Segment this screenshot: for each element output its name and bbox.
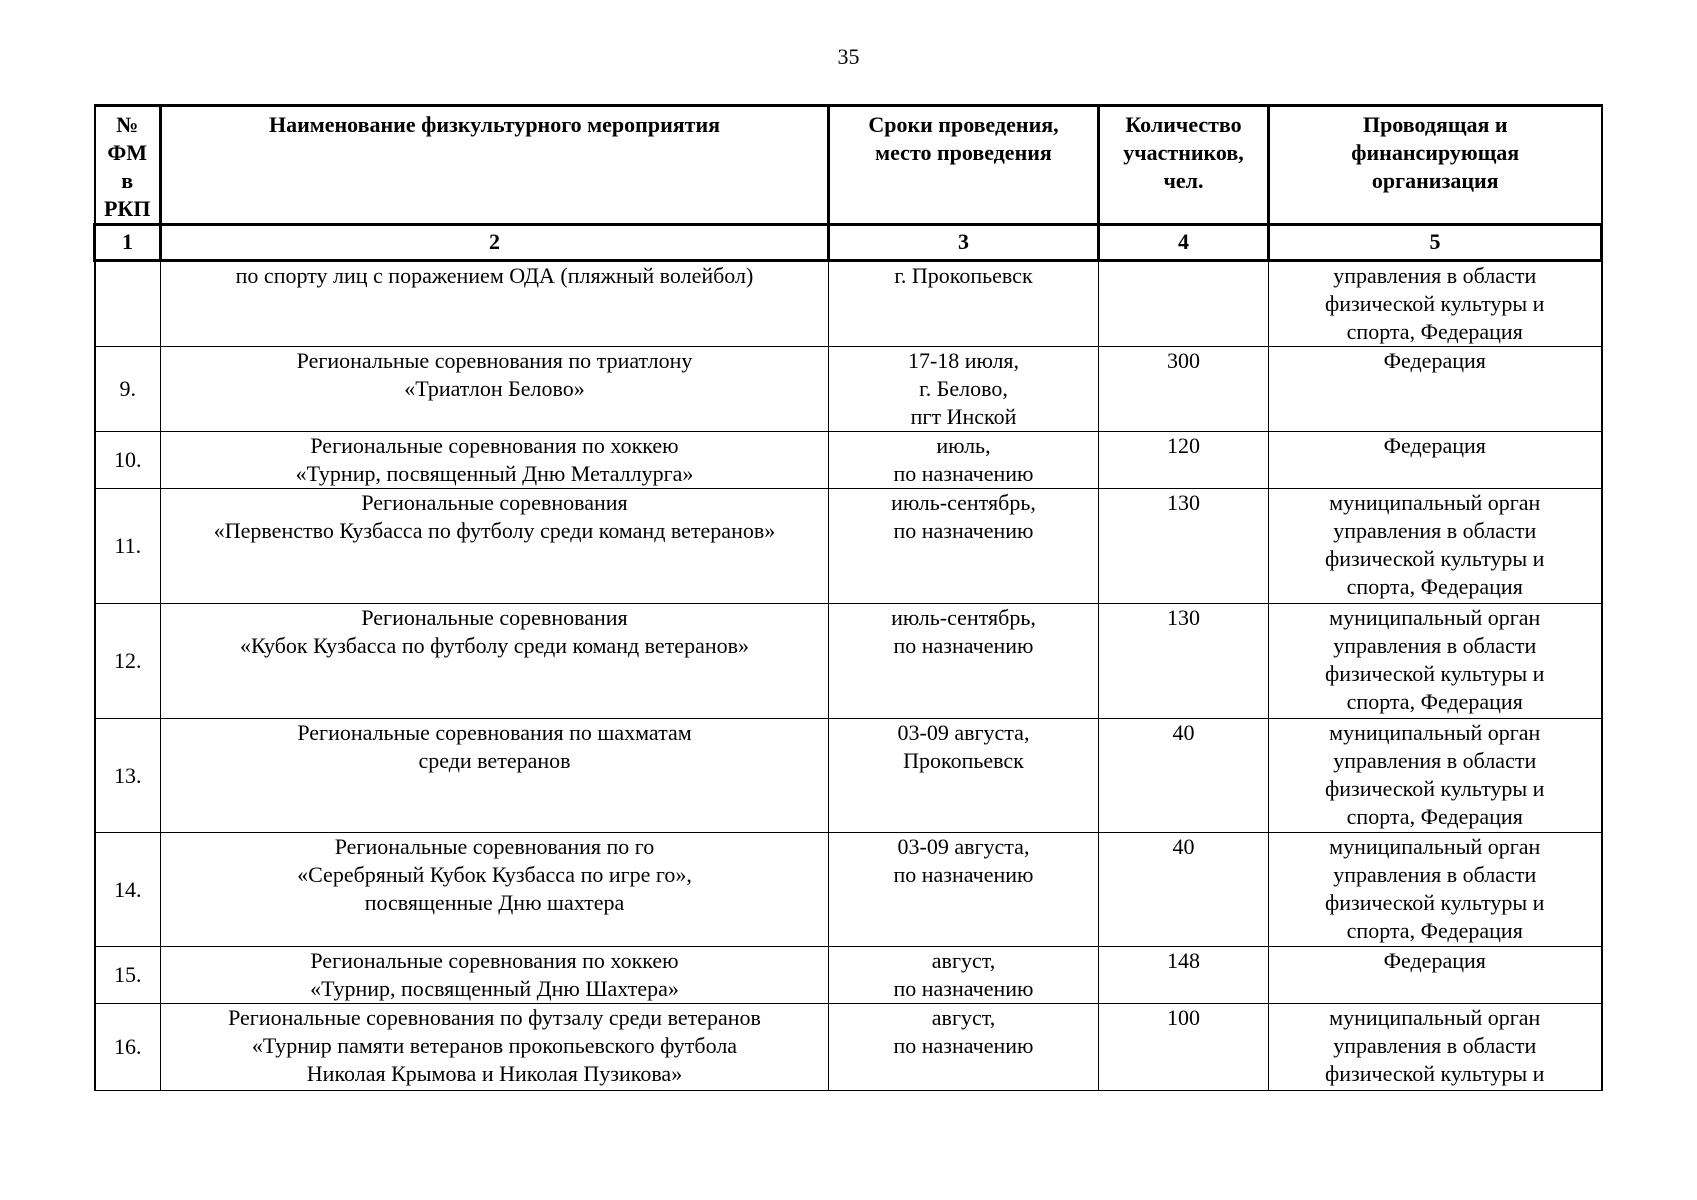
organizer-line: физической культуры и xyxy=(1325,291,1545,316)
event-name xyxy=(161,947,829,1004)
column-number: 2 xyxy=(161,225,829,261)
event-name-line: Региональные соревнования xyxy=(361,605,628,630)
header-name xyxy=(161,106,829,225)
event-name-line: Региональные соревнования по шахматам xyxy=(297,720,692,745)
event-dates xyxy=(829,719,1099,833)
organizer xyxy=(1269,489,1602,604)
organizer-line: управления в области xyxy=(1333,518,1537,543)
row-number: 13. xyxy=(95,719,161,833)
header-line: ФМ xyxy=(107,140,148,165)
event-dates-line: июль-сентябрь, xyxy=(891,490,1036,515)
row-number: 14. xyxy=(95,833,161,947)
event-dates xyxy=(829,432,1099,489)
table-row xyxy=(95,604,1602,719)
event-name xyxy=(161,604,829,719)
column-number: 3 xyxy=(829,225,1099,261)
event-dates xyxy=(829,604,1099,719)
header-line: место проведения xyxy=(875,140,1052,165)
event-dates-line: г. Белово, xyxy=(919,376,1008,401)
event-dates-line: пгт Инской xyxy=(910,404,1017,429)
table-row xyxy=(95,261,1602,347)
event-dates-line: по назначению xyxy=(893,1033,1034,1058)
event-dates-line: по назначению xyxy=(893,862,1034,887)
participants-count xyxy=(1099,261,1269,347)
organizer-line: управления в области xyxy=(1333,633,1537,658)
table-row xyxy=(95,1004,1602,1091)
header-line: Проводящая и xyxy=(1362,112,1508,137)
header-line: финансирующая xyxy=(1351,140,1520,165)
participants-count: 148 xyxy=(1099,947,1269,1004)
organizer-line: физической культуры и xyxy=(1325,546,1545,571)
row-number: 16. xyxy=(95,1004,161,1091)
header-line: Наименование физкультурного мероприятия xyxy=(268,112,721,137)
event-dates-line: 03-09 августа, xyxy=(897,720,1030,745)
organizer-line: Федерация xyxy=(1383,948,1486,973)
header-org xyxy=(1269,106,1602,225)
table-row xyxy=(95,489,1602,604)
organizer-line: муниципальный орган xyxy=(1329,1005,1541,1030)
organizer-line: спорта, Федерация xyxy=(1346,319,1523,344)
table-header-row xyxy=(95,106,1602,225)
organizer-line: управления в области xyxy=(1333,1033,1537,1058)
event-name-line: среди ветеранов xyxy=(418,748,571,773)
row-number: 11. xyxy=(95,489,161,604)
column-number: 5 xyxy=(1269,225,1602,261)
header-line: участников, xyxy=(1123,140,1244,165)
organizer-line: спорта, Федерация xyxy=(1346,918,1523,943)
organizer-line: управления в области xyxy=(1333,263,1537,288)
event-name xyxy=(161,489,829,604)
event-name-line: Региональные соревнования по футзалу среди ветеранов xyxy=(228,1005,761,1030)
organizer xyxy=(1269,1004,1602,1091)
event-dates xyxy=(829,947,1099,1004)
event-name-line: «Турнир, посвященный Дню Шахтера» xyxy=(310,976,679,1001)
participants-count: 40 xyxy=(1099,833,1269,947)
row-number: 12. xyxy=(95,604,161,719)
table-row xyxy=(95,347,1602,432)
header-line: в xyxy=(121,168,134,193)
column-number: 4 xyxy=(1099,225,1269,261)
row-number xyxy=(95,261,161,347)
column-number: 1 xyxy=(95,225,161,261)
organizer-line: спорта, Федерация xyxy=(1346,689,1523,714)
participants-count: 120 xyxy=(1099,432,1269,489)
row-number: 9. xyxy=(95,347,161,432)
header-line: Количество xyxy=(1125,112,1242,137)
event-dates-line: 03-09 августа, xyxy=(897,834,1030,859)
event-name-line: посвященные Дню шахтера xyxy=(364,890,625,915)
event-dates-line: 17-18 июля, xyxy=(907,348,1020,373)
event-dates xyxy=(829,489,1099,604)
header-dates xyxy=(829,106,1099,225)
participants-count: 130 xyxy=(1099,604,1269,719)
participants-count: 300 xyxy=(1099,347,1269,432)
organizer xyxy=(1269,261,1602,347)
event-dates-line: по назначению xyxy=(893,976,1034,1001)
participants-count: 40 xyxy=(1099,719,1269,833)
table-row xyxy=(95,947,1602,1004)
event-dates xyxy=(829,833,1099,947)
event-dates-line: Прокопьевск xyxy=(903,748,1024,773)
event-dates-line: июль-сентябрь, xyxy=(891,605,1036,630)
event-name-line: «Турнир, посвященный Дню Металлурга» xyxy=(295,461,694,486)
table-row xyxy=(95,719,1602,833)
header-line: организация xyxy=(1371,168,1499,193)
organizer-line: муниципальный орган xyxy=(1329,834,1541,859)
organizer xyxy=(1269,347,1602,432)
event-dates-line: июль, xyxy=(936,433,991,458)
organizer xyxy=(1269,432,1602,489)
event-name-line: Николая Крымова и Николая Пузикова» xyxy=(306,1061,683,1086)
events-table xyxy=(93,104,1603,1091)
event-name-line: «Первенство Кузбасса по футболу среди команд ветеранов» xyxy=(213,518,776,543)
organizer-line: физической культуры и xyxy=(1325,661,1545,686)
event-dates-line: по назначению xyxy=(893,633,1034,658)
organizer xyxy=(1269,604,1602,719)
organizer-line: Федерация xyxy=(1383,348,1486,373)
event-name-line: «Турнир памяти ветеранов прокопьевского футбола xyxy=(251,1033,738,1058)
event-name xyxy=(161,347,829,432)
organizer-line: управления в области xyxy=(1333,862,1537,887)
organizer-line: физической культуры и xyxy=(1325,1061,1545,1086)
organizer-line: управления в области xyxy=(1333,748,1537,773)
table-body xyxy=(95,261,1602,1091)
table-row xyxy=(95,833,1602,947)
organizer-line: муниципальный орган xyxy=(1329,490,1541,515)
event-name xyxy=(161,1004,829,1091)
event-name-line: по спорту лиц с поражением ОДА (пляжный волейбол) xyxy=(235,263,754,288)
event-dates xyxy=(829,261,1099,347)
organizer-line: Федерация xyxy=(1383,433,1486,458)
header-line: чел. xyxy=(1163,168,1204,193)
event-dates-line: г. Прокопьевск xyxy=(894,263,1033,288)
participants-count: 130 xyxy=(1099,489,1269,604)
event-name xyxy=(161,719,829,833)
header-line: РКП xyxy=(103,196,151,221)
event-dates-line: по назначению xyxy=(893,461,1034,486)
organizer-line: муниципальный орган xyxy=(1329,605,1541,630)
event-name-line: Региональные соревнования xyxy=(361,490,628,515)
header-num xyxy=(95,106,161,225)
header-line: Сроки проведения, xyxy=(868,112,1059,137)
event-name xyxy=(161,261,829,347)
header-count xyxy=(1099,106,1269,225)
column-numbers-row xyxy=(95,225,1602,261)
event-dates xyxy=(829,347,1099,432)
event-dates xyxy=(829,1004,1099,1091)
page-number: 35 xyxy=(837,44,860,69)
event-name xyxy=(161,833,829,947)
organizer xyxy=(1269,719,1602,833)
participants-count: 100 xyxy=(1099,1004,1269,1091)
event-name-line: «Кубок Кузбасса по футболу среди команд ветеранов» xyxy=(239,633,749,658)
event-name-line: Региональные соревнования по триатлону xyxy=(296,348,693,373)
organizer-line: спорта, Федерация xyxy=(1346,804,1523,829)
organizer-line: физической культуры и xyxy=(1325,776,1545,801)
organizer-line: спорта, Федерация xyxy=(1346,574,1523,599)
header-line: № xyxy=(116,112,139,137)
organizer xyxy=(1269,947,1602,1004)
table-row xyxy=(95,432,1602,489)
row-number: 15. xyxy=(95,947,161,1004)
event-name-line: Региональные соревнования по хоккею xyxy=(310,433,679,458)
event-name-line: «Триатлон Белово» xyxy=(404,376,585,401)
organizer xyxy=(1269,833,1602,947)
organizer-line: физической культуры и xyxy=(1325,890,1545,915)
organizer-line: муниципальный орган xyxy=(1329,720,1541,745)
event-name xyxy=(161,432,829,489)
row-number: 10. xyxy=(95,432,161,489)
event-dates-line: по назначению xyxy=(893,518,1034,543)
event-name-line: «Серебряный Кубок Кузбасса по игре го», xyxy=(297,862,692,887)
event-name-line: Региональные соревнования по го xyxy=(334,834,655,859)
event-dates-line: август, xyxy=(931,1005,996,1030)
event-name-line: Региональные соревнования по хоккею xyxy=(310,948,679,973)
event-dates-line: август, xyxy=(931,948,996,973)
